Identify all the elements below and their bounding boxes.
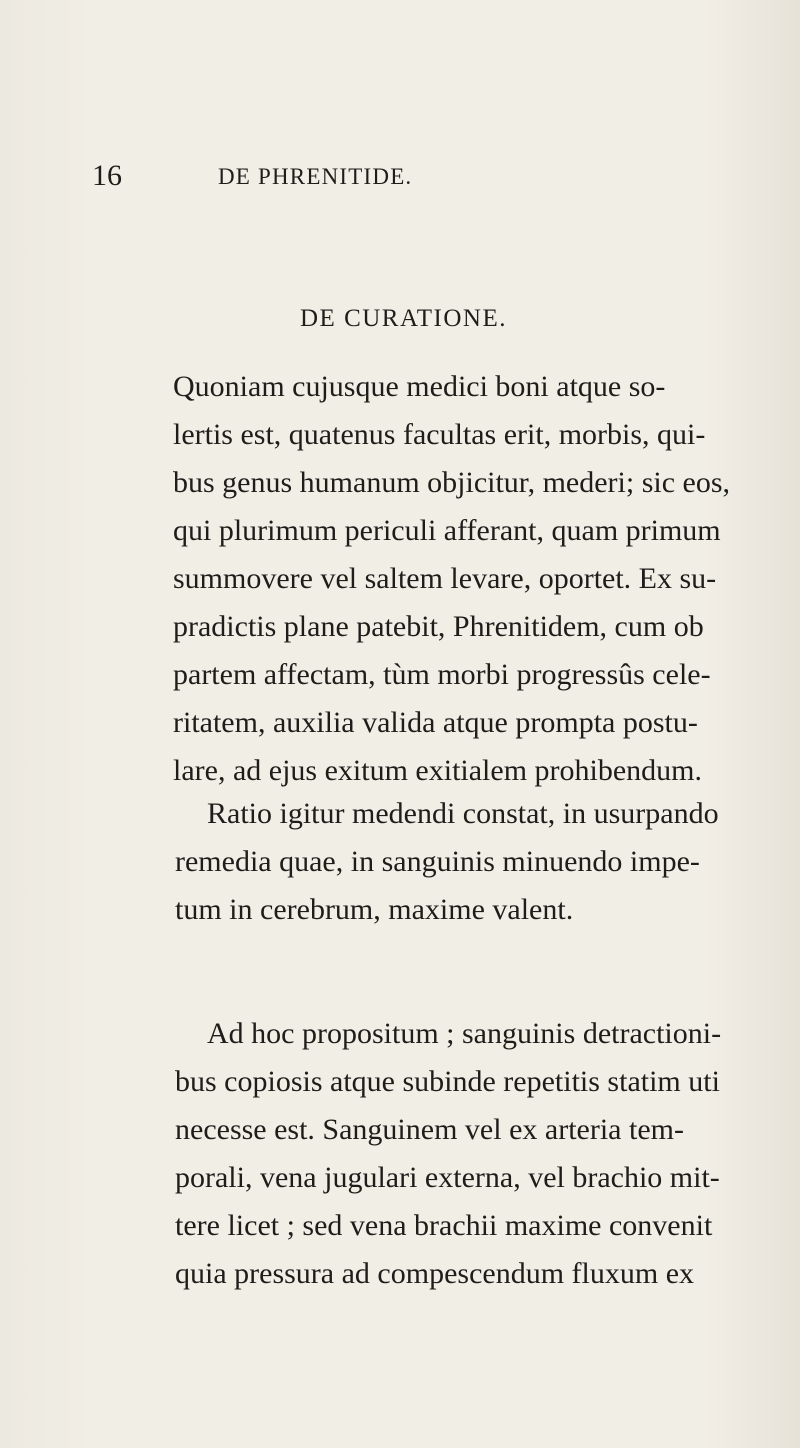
- text-line: pradictis plane patebit, Phrenitidem, cum ob: [173, 610, 704, 643]
- text-line: quia pressura ad compescendum fluxum ex: [175, 1257, 695, 1290]
- paragraph-3: [175, 1010, 787, 1298]
- page-number: 16: [92, 159, 122, 192]
- text-line: remedia quae, in sanguinis minuendo impe-: [175, 845, 700, 878]
- text-line: ritatem, auxilia valida atque prompta postu-: [173, 706, 698, 739]
- text-line: qui plurimum periculi afferant, quam primum: [173, 514, 721, 547]
- section-title: DE CURATIONE.: [300, 305, 507, 332]
- running-head: DE PHRENITIDE.: [218, 164, 413, 189]
- text-line: lertis est, quatenus facultas erit, morbis, qui-: [173, 418, 706, 451]
- text-line: bus copiosis atque subinde repetitis statim uti: [175, 1065, 720, 1098]
- paragraph-1: [173, 363, 753, 795]
- text-line: tere licet ; sed vena brachii maxime convenit: [175, 1209, 713, 1242]
- text-line: Quoniam cujusque medici boni atque so-: [173, 370, 666, 403]
- text-line: lare, ad ejus exitum exitialem prohibendum.: [173, 754, 703, 787]
- paragraph-2: [175, 790, 787, 934]
- text-line: partem affectam, tùm morbi progressûs cele-: [173, 658, 711, 691]
- text-line: summovere vel saltem levare, oportet. Ex su-: [173, 562, 717, 595]
- text-line: Ratio igitur medendi constat, in usurpando: [207, 797, 719, 830]
- text-line: bus genus humanum objicitur, mederi; sic eos,: [173, 466, 731, 499]
- text-line: porali, vena jugulari externa, vel brachio mit-: [175, 1161, 720, 1194]
- text-line: tum in cerebrum, maxime valent.: [175, 893, 574, 926]
- text-line: Ad hoc propositum ; sanguinis detractioni-: [207, 1017, 722, 1050]
- text-line: necesse est. Sanguinem vel ex arteria tem-: [175, 1113, 684, 1146]
